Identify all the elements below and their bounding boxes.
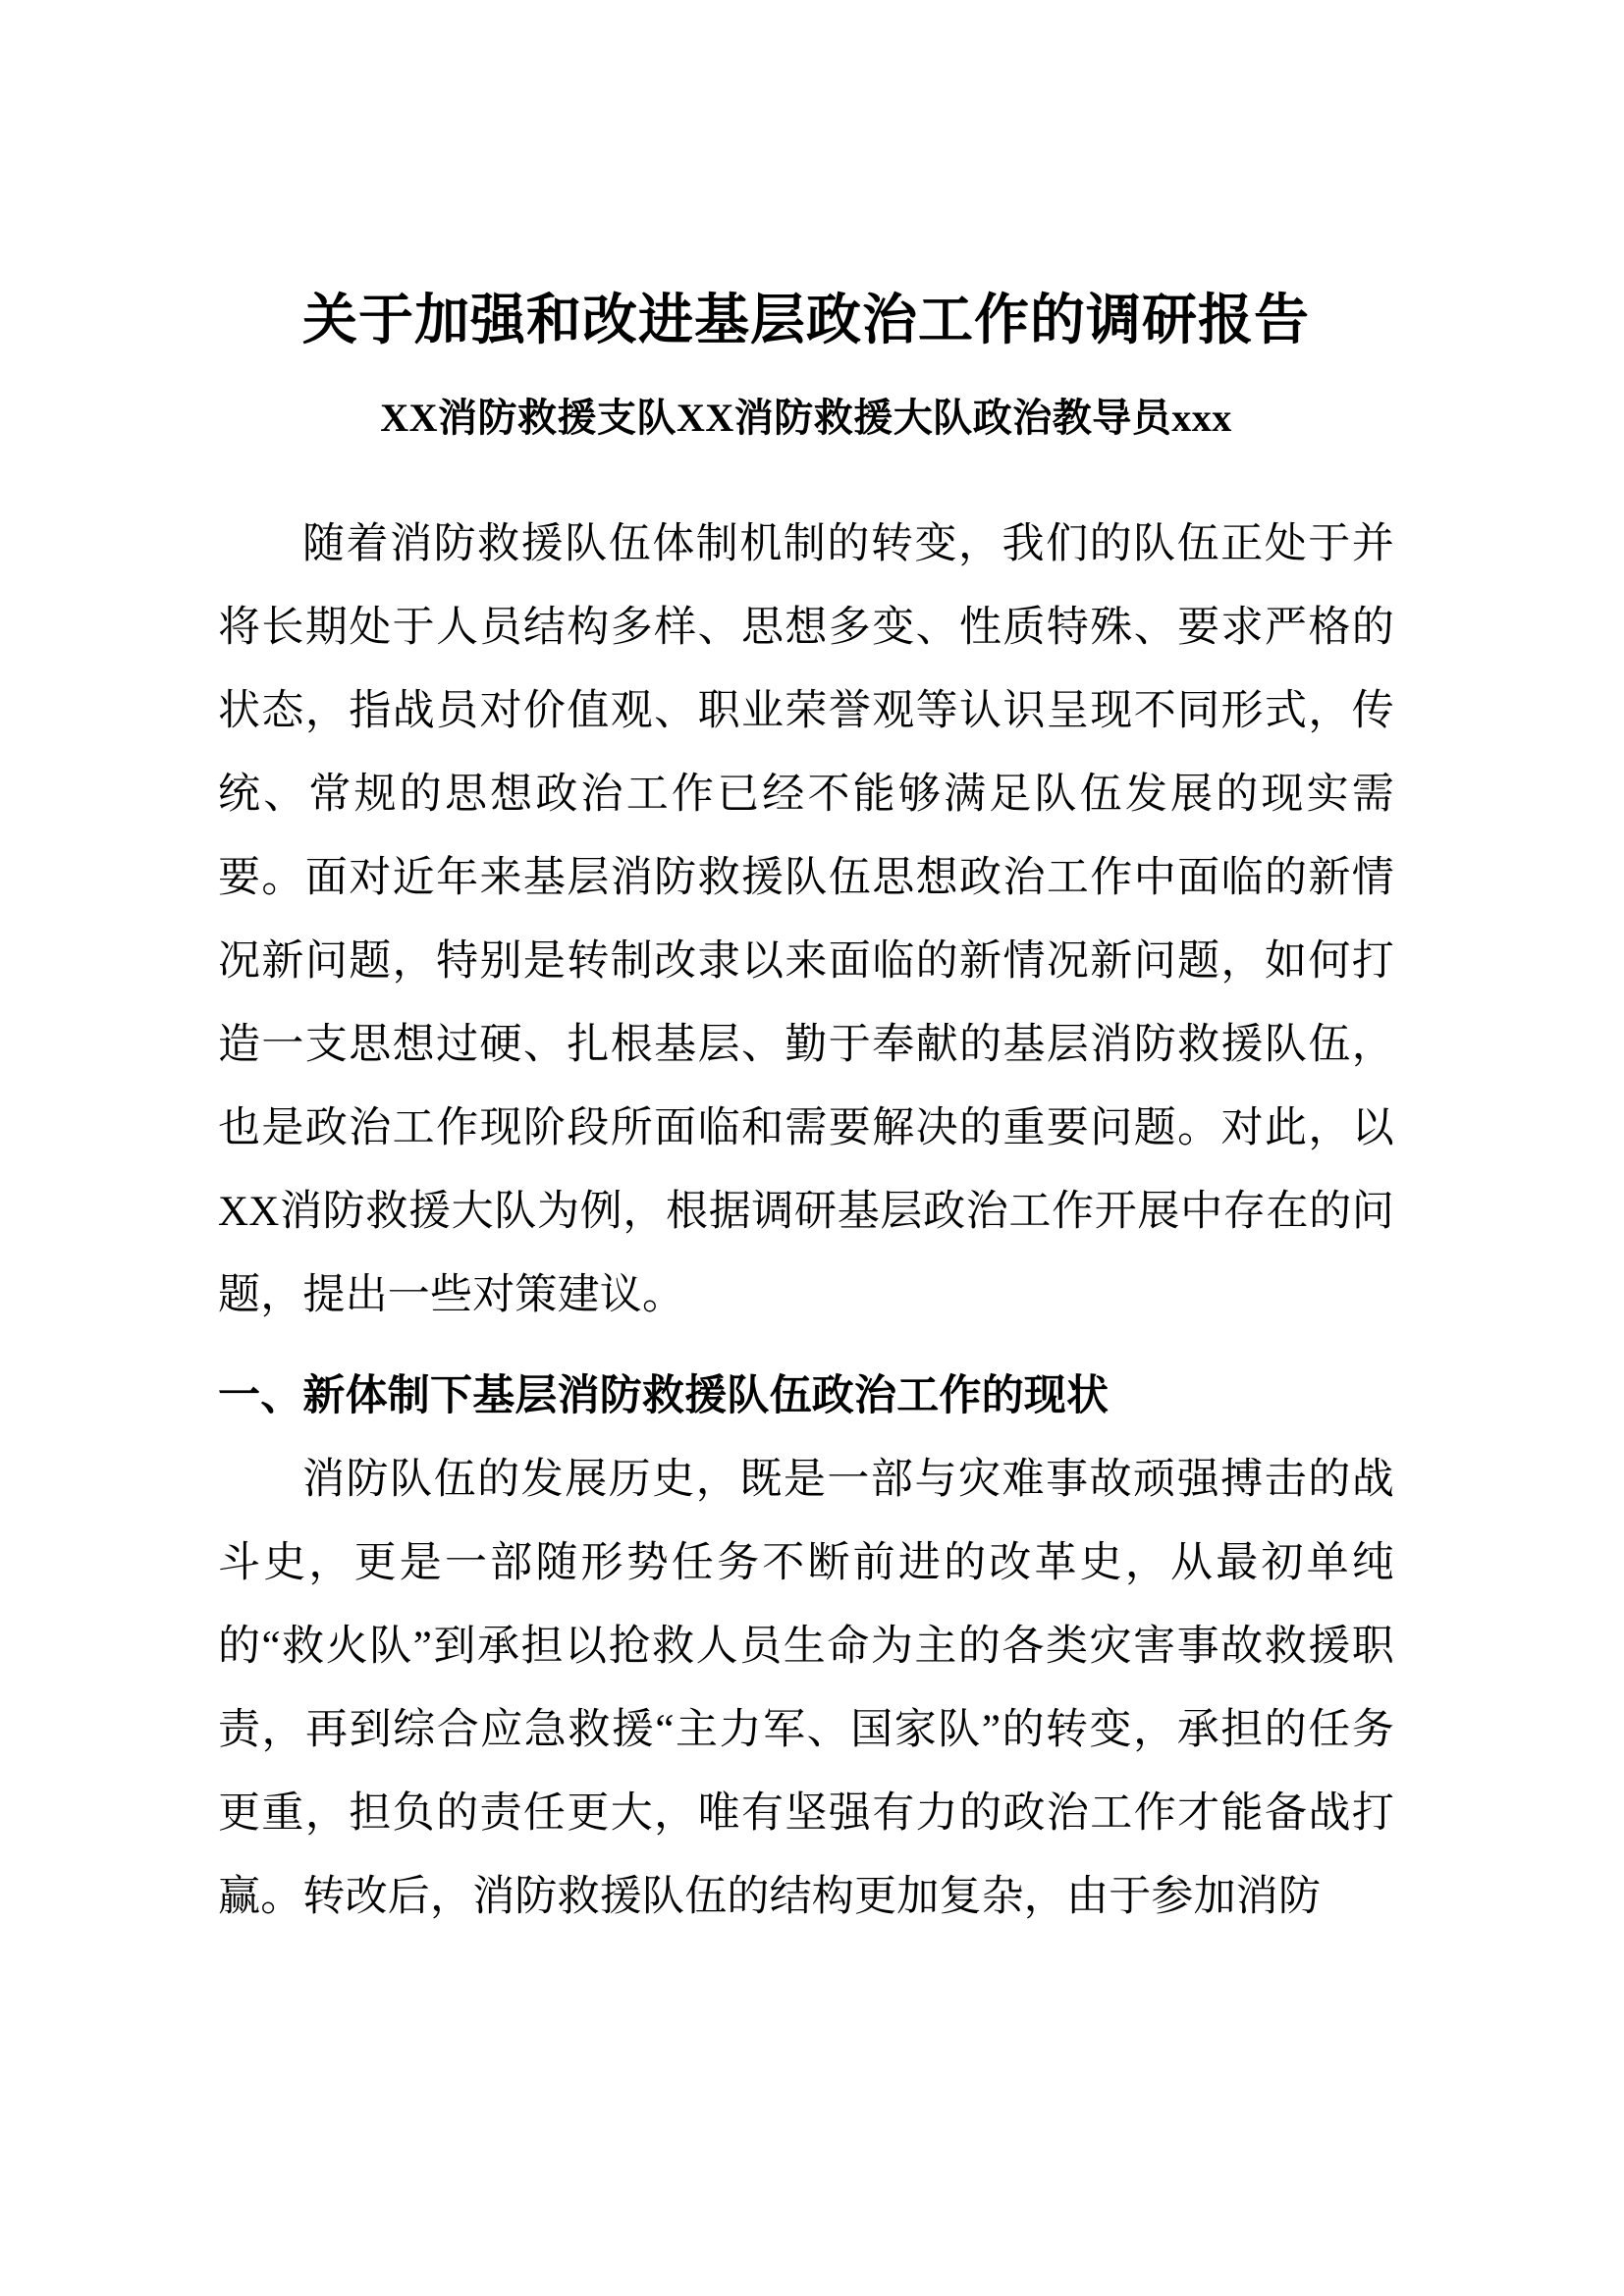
- document-body: [218, 503, 1394, 1939]
- section-heading-1: 一、新体制下基层消防救援队伍政治工作的现状: [218, 1372, 1110, 1419]
- paragraph-section-1-1: 消防队伍的发展历史，既是一部与灾难事故顽强搏击的战斗史，更是一部随形势任务不断前进的改革史，从最初单纯的“救火队”到承担以抢救人员生命为主的各类灾害事故救援职责，再到综合应急救援“主力军、国家队”的转变，承担的任务更重，担负的责任更大，唯有坚强有力的政治工作才能备战打赢。转改后，消防救援队伍的结构更加复杂，由于参加消防: [218, 1457, 1394, 1920]
- paragraph-spacer: [218, 1337, 1394, 1355]
- page-title: 关于加强和改进基层政治工作的调研报告: [302, 291, 1310, 351]
- paragraph-intro: 随着消防救援队伍体制机制的转变，我们的队伍正处于并将长期处于人员结构多样、思想多变、性质特殊、要求严格的状态，指战员对价值观、职业荣誉观等认识呈现不同形式，传统、常规的思想政治工作已经不能够满足队伍发展的现实需要。面对近年来基层消防救援队伍思想政治工作中面临的新情况新问题，特别是转制改隶以来面临的新情况新问题，如何打造一支思想过硬、扎根基层、勤于奉献的基层消防救援队伍，也是政治工作现阶段所面临和需要解决的重要问题。对此，以XX消防救援大队为例，根据调研基层政治工作开展中存在的问题，提出一些对策建议。: [218, 521, 1394, 1318]
- document-subtitle-byline: XX消防救援支队XX消防救援大队政治教导员xxx: [380, 396, 1232, 440]
